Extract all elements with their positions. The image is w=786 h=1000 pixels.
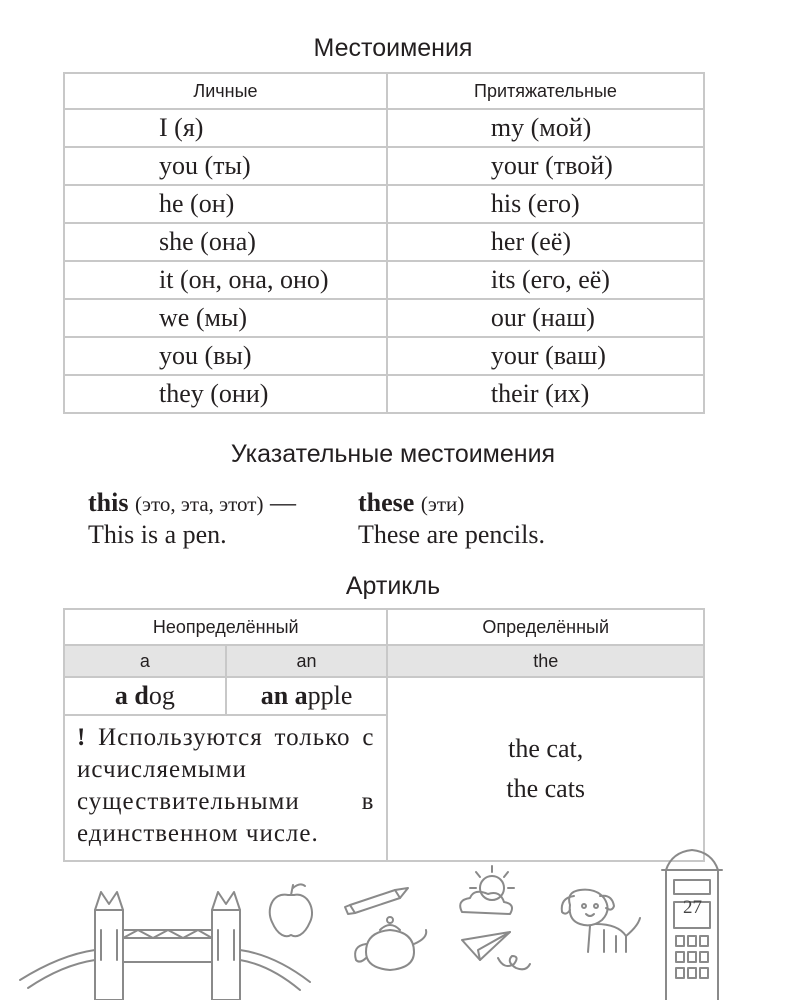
this-translation: (это, эта, этот) xyxy=(134,492,264,516)
article-an: an xyxy=(226,645,388,677)
table-row xyxy=(64,147,704,185)
personal-pronoun: you (ты) xyxy=(64,147,387,185)
articles-table xyxy=(63,608,705,862)
example-a-dog xyxy=(64,677,226,715)
possessive-pronoun: our (наш) xyxy=(387,299,704,337)
personal-pronoun: he (он) xyxy=(64,185,387,223)
note-text: Используются только с исчисляемыми существительными в единственном числе. xyxy=(77,724,375,847)
phone-booth-icon xyxy=(662,850,722,1000)
column-header-possessive: Притяжательные xyxy=(387,73,704,109)
personal-pronoun: it (он, она, оно) xyxy=(64,261,387,299)
example-this: This is a pen. xyxy=(88,520,227,549)
possessive-pronoun: my (мой) xyxy=(387,109,704,147)
possessive-pronoun: your (ваш) xyxy=(387,337,704,375)
definite-header: Определённый xyxy=(387,609,704,645)
these-translation: (эти) xyxy=(420,492,465,516)
teapot-icon xyxy=(355,917,426,970)
page-number: 27 xyxy=(683,897,702,918)
dog-icon xyxy=(562,890,640,952)
article-the: the xyxy=(387,645,704,677)
articles-title: Артикль xyxy=(345,572,441,600)
tower-bridge-icon xyxy=(20,892,310,1000)
table-row xyxy=(64,299,704,337)
example-an-bold: an a xyxy=(260,681,308,710)
table-row xyxy=(64,223,704,261)
table-row xyxy=(64,109,704,147)
definite-example-2: the cats xyxy=(506,774,586,803)
personal-pronoun: she (она) xyxy=(64,223,387,261)
personal-pronoun: I (я) xyxy=(64,109,387,147)
dash: — xyxy=(269,488,296,517)
these-word: these xyxy=(358,488,415,517)
pronouns-table-header xyxy=(64,73,704,109)
sun-cloud-icon xyxy=(460,866,514,914)
pronouns-title: Местоимения xyxy=(313,34,473,62)
possessive-pronoun: its (его, её) xyxy=(387,261,704,299)
example-a-rest: og xyxy=(148,681,175,710)
example-an-apple xyxy=(226,677,388,715)
example-a-bold: a d xyxy=(114,681,149,710)
personal-pronoun: we (мы) xyxy=(64,299,387,337)
table-row xyxy=(64,185,704,223)
possessive-pronoun: your (твой) xyxy=(387,147,704,185)
personal-pronoun: they (они) xyxy=(64,375,387,413)
paper-plane-icon xyxy=(462,932,530,969)
decorative-illustrations xyxy=(0,840,786,1000)
demonstratives-title: Указательные местоимения xyxy=(230,440,556,468)
demonstratives-examples xyxy=(88,520,545,550)
column-header-personal: Личные xyxy=(64,73,387,109)
personal-pronoun: you (вы) xyxy=(64,337,387,375)
possessive-pronoun: their (их) xyxy=(387,375,704,413)
apple-icon xyxy=(270,884,312,936)
note-exclamation: ! xyxy=(77,724,87,751)
possessive-pronoun: her (её) xyxy=(387,223,704,261)
demonstratives-definition xyxy=(88,488,465,518)
table-row xyxy=(64,261,704,299)
pronouns-table xyxy=(63,72,705,414)
possessive-pronoun: his (его) xyxy=(387,185,704,223)
table-row xyxy=(64,375,704,413)
indefinite-header: Неопределённый xyxy=(64,609,387,645)
example-an-rest: pple xyxy=(307,681,353,710)
pencil-icon xyxy=(345,888,408,914)
table-row xyxy=(64,337,704,375)
this-word: this xyxy=(88,488,129,517)
article-a: a xyxy=(64,645,226,677)
definite-example-1: the cat, xyxy=(508,734,584,763)
definite-examples xyxy=(387,677,704,861)
example-these: These are pencils. xyxy=(358,520,545,549)
